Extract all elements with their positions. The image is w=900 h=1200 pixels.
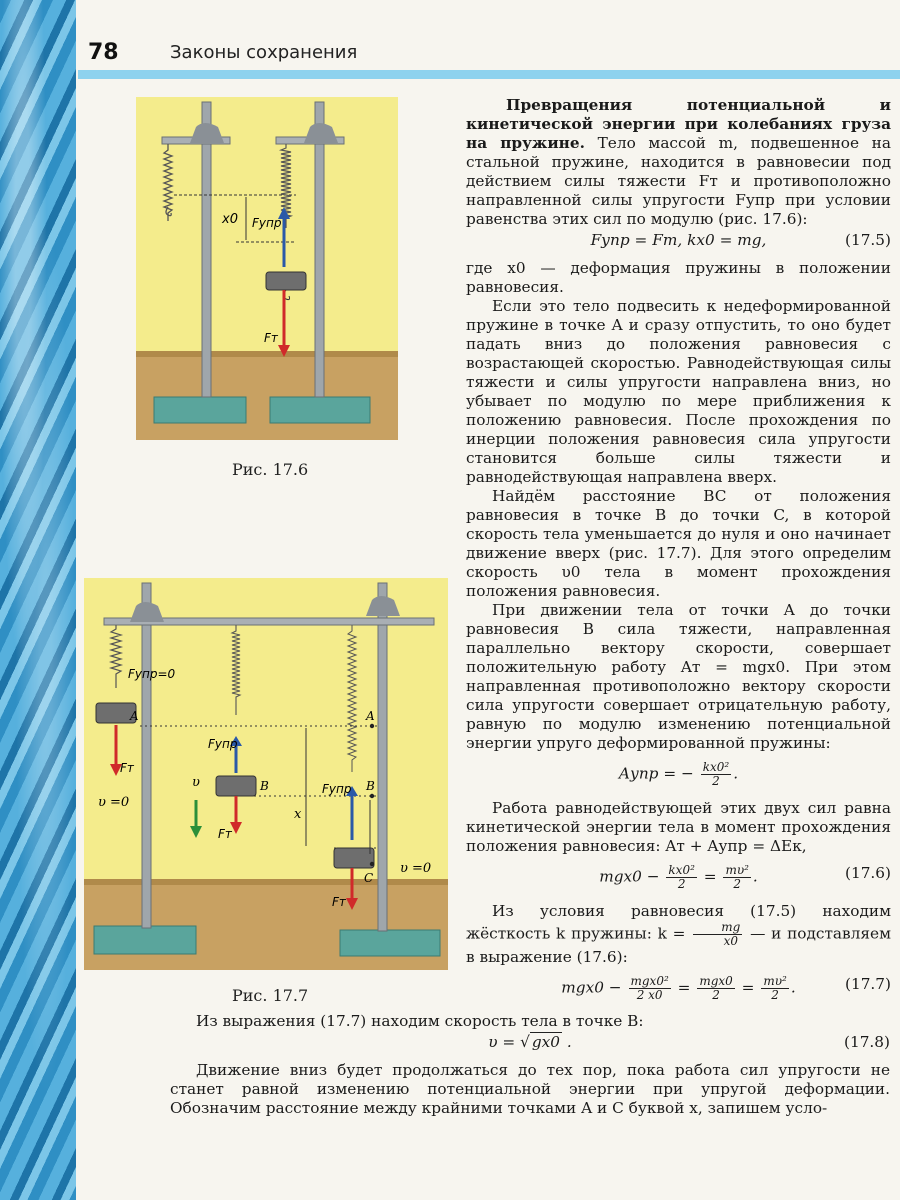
running-head: Законы сохранения [170, 42, 358, 63]
label-b-mid: B [260, 779, 269, 793]
label-v-mid: υ [192, 775, 200, 790]
equation-a-upr: Aупр = − $\frac{\text{kx0²}}{2}$ . [618, 760, 739, 788]
equation-a-upr-denominator: 2 [712, 774, 720, 788]
equation-17-6-frac2-num: mυ² [725, 863, 749, 877]
section-heading: Превращения потенциальной и кинетической энергии при колебаниях груза на пружине. [466, 96, 891, 152]
equation-17-5-body: Fупр = Fт, kx0 = mg, [590, 231, 767, 249]
equation-17-6-left: mgx0 − [599, 867, 660, 886]
figure-17-7-illustration [84, 578, 448, 970]
equation-17-7-number: (17.7) [845, 975, 891, 993]
paragraph-8: Из выражения (17.7) находим скорость тела в точке B: [196, 1012, 644, 1030]
paragraph-9: Движение вниз будет продолжаться до тех пор, пока работа сил упругости не станет равной изменению потенциальной энергии при упругой деформации. Обозначим расстояние между крайними точками A и C буквой x, запишем усло- [170, 1061, 890, 1117]
page-header [0, 0, 900, 80]
equation-17-6-frac1-num: kx0² [668, 863, 695, 877]
caption-fig-17-7: Рис. 17.7 [232, 986, 309, 1005]
paragraph-2: где x0 — деформация пружины в положении равновесия. [466, 259, 891, 296]
paragraph-7 [466, 902, 891, 967]
label-c-right: C [364, 871, 374, 885]
label-x0: x0 [222, 212, 238, 227]
equation-17-6-frac1-den: 2 [677, 877, 686, 891]
equation-17-8-left: υ = [488, 1033, 516, 1051]
equation-17-6-number: (17.6) [845, 864, 891, 882]
caption-fig-17-6: Рис. 17.6 [232, 460, 309, 479]
bottom-text [170, 1012, 890, 1118]
paragraph-4: Найдём расстояние BC от положения равновесия в точке B до точки C, в которой скорость тела уменьшается до нуля и оно начинает движение вверх (рис. 17.7). Для этого определим скорость υ0 тела в момент прохождения положения равновесия. [466, 487, 891, 600]
equation-17-5 [466, 231, 891, 257]
stiffness-frac-num: mg [693, 921, 742, 935]
figure-17-7 [84, 578, 448, 970]
paragraph-1: Тело массой m, подвешенное на стальной пружине, находится в равновесии под действием силы тяжести Fт и противоположно направленной силы упругости Fупр при условии равенства этих сил по модулю (рис. 17.6): [466, 134, 891, 228]
equation-17-7-left: mgx0 − [561, 978, 622, 997]
equation-17-7-frac2-num: mgx0 [699, 974, 733, 988]
figure-17-6-illustration [136, 97, 398, 440]
figure-17-6 [136, 97, 398, 440]
page-number: 78 [88, 40, 119, 65]
equation-17-7: mgx0 − $\frac{\text{mgx0²}}{2 x0}$ = $\frac{\text{mgx0}}{2}$ = $\frac{\text{mυ²}}{2}$ . (17.7) [561, 974, 891, 1002]
label-f-t: Fт [264, 331, 278, 345]
label-f-t-right: Fт [332, 895, 346, 909]
label-f-upr-mid: Fупр [208, 737, 238, 751]
text-column [466, 96, 891, 1013]
equation-17-8-number: (17.8) [844, 1033, 890, 1051]
label-x: x [294, 807, 302, 822]
label-f-upr-zero: Fупр=0 [128, 667, 176, 681]
equation-17-7-frac2-den: 2 [712, 988, 720, 1002]
label-f-upr-right: Fупр [322, 782, 352, 796]
page-edge-decoration [0, 0, 76, 1200]
equation-17-6: mgx0 − $\frac{\text{kx0²}}{2}$ = $\frac{\text{mυ²}}{2}$ . (17.6) [599, 863, 891, 891]
equation-a-upr-numerator: kx0² [702, 760, 730, 774]
paragraph-3: Если это тело подвесить к недеформированной пружине в точке A и сразу отпустить, то оно будет падать вниз до положения равновесия с возрастающей скоростью. Равнодействующая силы тяжести и силы упругости направлена вниз, но убывает по модулю по мере приближения к положению равновесия. После прохождения по инерции положения равновесия сила упругости становится больше силы тяжести и равнодействующая направлена вверх. [466, 297, 891, 486]
paragraph-7-end: — и подставляем в выражение (17.6): [466, 924, 891, 966]
equation-17-7-frac3-den: 2 [771, 988, 779, 1002]
equation-17-5-number: (17.5) [845, 231, 891, 249]
paragraph-intro [466, 96, 891, 229]
equation-17-7-frac1-num: mgx0² [630, 974, 669, 988]
label-a-right: A [366, 709, 375, 723]
equation-17-7-frac1-den: 2 x0 [636, 988, 663, 1002]
label-f-t-left: Fт [120, 761, 134, 775]
paragraph-6: Работа равнодействующей этих двух сил равна кинетической энергии тела в момент прохождения положения равновесия: Aт + Aупр = ΔEк, [466, 799, 891, 855]
label-f-upr: Fупр [252, 216, 282, 230]
label-v0-right: υ =0 [400, 861, 432, 876]
label-b-right: B [366, 779, 375, 793]
paragraph-7-start: Из условия равновесия (17.5) находим жёсткость k пружины: k = [466, 902, 891, 943]
label-v0-left: υ =0 [98, 795, 130, 810]
paragraph-5: При движении тела от точки A до точки равновесия B сила тяжести, направленная параллельно вектору скорости, совершает положительную работу Aт = mgx0. При этом направленная противоположно вектору скорости сила упругости совершает отрицательную работу, равную по модулю изменению потенциальной энергии упруго деформированной пружины: [466, 601, 891, 752]
header-rule [78, 70, 900, 79]
equation-17-8: υ = √ gx0 . (17.8) [488, 1033, 890, 1051]
equation-17-7-frac3-num: mυ² [763, 974, 787, 988]
label-a-left: A [130, 709, 139, 723]
equation-17-8-root: gx0 [531, 1033, 561, 1051]
equation-17-6-frac2-den: 2 [733, 877, 741, 891]
stiffness-frac-den: x0 [723, 934, 738, 948]
equation-a-upr-left: Aупр = − [618, 764, 694, 783]
label-f-t-mid: Fт [218, 827, 232, 841]
